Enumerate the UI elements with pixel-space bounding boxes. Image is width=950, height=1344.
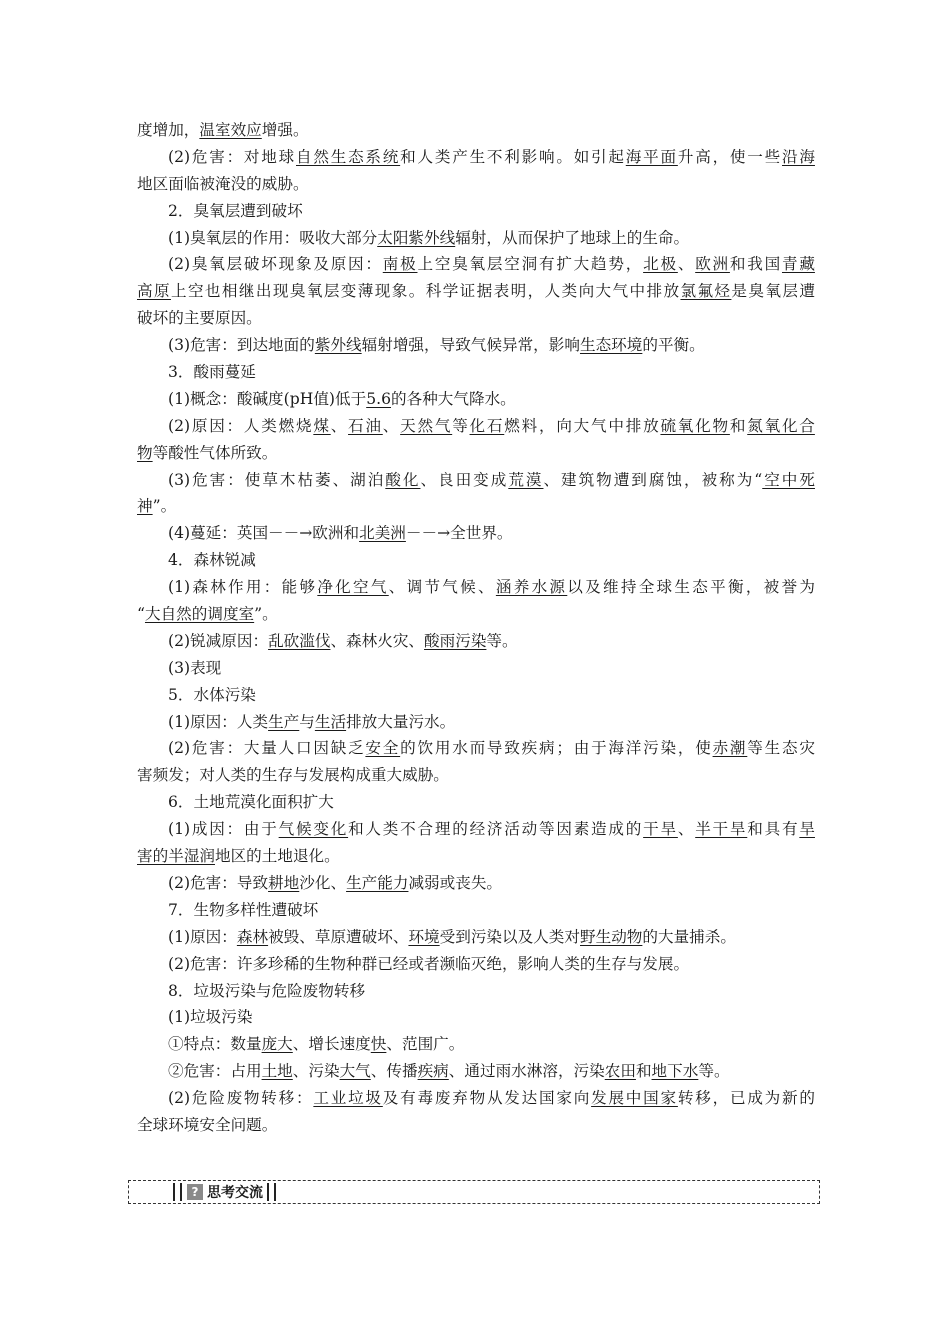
text-segment: (3)危害：到达地面的 bbox=[168, 336, 315, 355]
text-segment: 是臭氧层遭 bbox=[731, 282, 815, 301]
text-line bbox=[137, 762, 815, 789]
text-line bbox=[137, 870, 815, 897]
underlined-answer: 欧洲 bbox=[695, 255, 730, 274]
text-line bbox=[137, 1058, 815, 1085]
text-line bbox=[137, 144, 815, 171]
text-segment: “ bbox=[137, 605, 145, 624]
text-segment: 5．水体污染 bbox=[168, 685, 256, 704]
underlined-answer: 旱 bbox=[799, 820, 815, 839]
underlined-answer: 农田 bbox=[604, 1062, 636, 1081]
underlined-answer: 生产能力 bbox=[346, 873, 409, 892]
text-segment: (2)原因：人类燃烧 bbox=[168, 416, 314, 435]
text-line bbox=[137, 359, 815, 386]
text-segment: 7．生物多样性遭破坏 bbox=[168, 900, 319, 919]
text-line bbox=[137, 709, 815, 736]
underlined-answer: 酸雨污染 bbox=[424, 631, 487, 650]
text-line bbox=[137, 493, 815, 520]
text-segment: 度增加， bbox=[137, 121, 200, 139]
text-segment: (4)蔓延：英国－－→欧洲和 bbox=[168, 524, 360, 543]
underlined-answer: 生态环境 bbox=[579, 336, 643, 355]
text-segment: 破坏的主要原因。 bbox=[137, 309, 262, 328]
text-line bbox=[137, 117, 815, 144]
underlined-answer: 环境 bbox=[408, 927, 440, 946]
underlined-answer: 大自然的调度室 bbox=[144, 605, 255, 624]
text-segment: 和人类产生不利影响。如引起 bbox=[400, 147, 626, 166]
text-line bbox=[137, 467, 815, 494]
text-segment: ①特点：数量 bbox=[168, 1035, 262, 1054]
underlined-answer: 空中死 bbox=[762, 470, 815, 489]
right-bar-decoration bbox=[274, 1183, 276, 1201]
underlined-answer: 天然气 bbox=[400, 416, 453, 435]
left-bar-decoration bbox=[180, 1183, 182, 1201]
text-segment: 等酸性气体所致。 bbox=[152, 443, 278, 462]
text-line bbox=[137, 574, 815, 601]
text-segment: 8．垃圾污染与危险废物转移 bbox=[168, 981, 366, 1000]
text-segment: 的大量捕杀。 bbox=[642, 927, 736, 946]
right-bar-decoration bbox=[267, 1183, 269, 1201]
text-segment: (1)成因：由于 bbox=[168, 820, 279, 839]
text-line bbox=[137, 951, 815, 978]
text-segment: 、增长速度 bbox=[292, 1035, 371, 1054]
left-bar-decoration bbox=[173, 1183, 175, 1201]
underlined-answer: 北极 bbox=[643, 255, 678, 274]
text-line bbox=[137, 978, 815, 1005]
text-line bbox=[137, 628, 815, 655]
text-line bbox=[137, 816, 815, 843]
text-segment: 、 bbox=[677, 255, 696, 274]
underlined-answer: 氮氧化合 bbox=[747, 416, 815, 435]
text-segment: 与 bbox=[299, 712, 315, 731]
underlined-answer: 煤 bbox=[313, 416, 331, 435]
text-segment: 和我国 bbox=[729, 255, 782, 274]
text-line bbox=[137, 278, 815, 305]
text-line bbox=[137, 332, 815, 359]
underlined-answer: 北美洲 bbox=[359, 524, 406, 543]
text-line bbox=[137, 1004, 815, 1031]
underlined-answer: 地下水 bbox=[651, 1062, 699, 1081]
underlined-answer: 干旱 bbox=[643, 820, 678, 839]
text-segment: 等。 bbox=[486, 631, 518, 650]
text-segment: 2．臭氧层遭到破坏 bbox=[168, 201, 303, 220]
underlined-answer: 气候变化 bbox=[278, 820, 349, 839]
underlined-answer: 荒漠 bbox=[508, 470, 544, 489]
text-segment: 和具有 bbox=[747, 820, 800, 839]
underlined-answer: 南极 bbox=[382, 255, 418, 274]
question-mark-icon: ? bbox=[187, 1184, 203, 1200]
underlined-answer: 太阳紫外线 bbox=[377, 228, 456, 247]
text-line bbox=[137, 735, 815, 762]
text-line bbox=[137, 440, 815, 467]
underlined-answer: 酸化 bbox=[385, 470, 421, 489]
underlined-answer: 硫氧化物 bbox=[660, 416, 730, 435]
section-box-thinking-exchange bbox=[128, 1180, 820, 1204]
underlined-answer: 大气 bbox=[339, 1062, 371, 1081]
text-segment: (2)锐减原因： bbox=[168, 631, 269, 650]
text-segment: (2)危害：许多珍稀的生物种群已经或者濒临灭绝，影响人类的生存与发展。 bbox=[168, 954, 690, 973]
text-segment: 等生态灾 bbox=[747, 739, 815, 758]
text-segment: 沙化、 bbox=[299, 873, 347, 892]
section-title: 思考交流 bbox=[207, 1185, 263, 1201]
text-line bbox=[137, 655, 815, 682]
text-segment: 、良田变成 bbox=[420, 470, 509, 489]
text-segment: (3)危害：使草木枯萎、湖泊 bbox=[168, 470, 386, 489]
underlined-answer: 安全 bbox=[365, 739, 401, 758]
text-segment: (1)垃圾污染 bbox=[168, 1008, 253, 1027]
text-segment: (1)臭氧层的作用：吸收大部分 bbox=[168, 228, 378, 247]
underlined-answer: 净化空气 bbox=[317, 578, 389, 597]
underlined-answer: 化石 bbox=[469, 416, 505, 435]
underlined-answer: 工业垃圾 bbox=[313, 1089, 383, 1108]
underlined-answer: 石油 bbox=[348, 416, 383, 435]
underlined-answer: 紫外线 bbox=[314, 336, 362, 355]
text-line bbox=[137, 1112, 815, 1139]
text-line bbox=[137, 547, 815, 574]
text-segment: 减弱或丧失。 bbox=[408, 873, 503, 892]
underlined-answer: 沿海 bbox=[782, 147, 815, 166]
underlined-answer: 5.6 bbox=[366, 389, 391, 408]
text-segment: 、污染 bbox=[292, 1062, 340, 1081]
text-segment: 和 bbox=[729, 416, 748, 435]
underlined-answer: 森林 bbox=[236, 927, 269, 946]
text-segment: 地区面临被淹没的威胁。 bbox=[137, 174, 309, 193]
text-segment: 以及维持全球生态平衡，被誉为 bbox=[567, 578, 815, 597]
text-segment: ②危害：占用 bbox=[168, 1062, 262, 1081]
underlined-answer: 生活 bbox=[314, 712, 347, 731]
text-segment: 燃料，向大气中排放 bbox=[504, 416, 661, 435]
text-segment: 6．土地荒漠化面积扩大 bbox=[168, 793, 334, 812]
text-segment: 3．酸雨蔓延 bbox=[168, 363, 256, 382]
underlined-answer: 涵养水源 bbox=[495, 578, 568, 597]
text-segment: 害频发；对人类的生存与发展构成重大威胁。 bbox=[137, 766, 449, 785]
underlined-answer: 温室效应 bbox=[199, 121, 262, 139]
text-segment: (2)危害：大量人口因缺乏 bbox=[168, 739, 366, 758]
text-segment: 升高，使一些 bbox=[677, 147, 782, 166]
text-segment: 、传播 bbox=[370, 1062, 418, 1081]
text-segment: 、 bbox=[382, 416, 401, 435]
text-segment: 排放大量污水。 bbox=[346, 712, 456, 731]
underlined-answer: 发展中国家 bbox=[591, 1089, 678, 1108]
text-segment: 、森林火灾、 bbox=[330, 631, 425, 650]
underlined-answer: 耕地 bbox=[268, 873, 300, 892]
text-line bbox=[137, 413, 815, 440]
text-segment: 、建筑物遭到腐蚀，被称为“ bbox=[543, 470, 763, 489]
text-line bbox=[137, 897, 815, 924]
text-segment: (2)危害：对地球 bbox=[168, 147, 296, 166]
text-segment: 增强。 bbox=[261, 121, 309, 139]
text-line bbox=[137, 251, 815, 278]
text-segment: 转移，已成为新的 bbox=[677, 1089, 815, 1108]
underlined-answer: 乱砍滥伐 bbox=[268, 631, 331, 650]
underlined-answer: 海平面 bbox=[625, 147, 678, 166]
text-segment: 等 bbox=[452, 416, 470, 435]
text-segment: (1)原因： bbox=[168, 927, 237, 946]
text-segment: 及有毒废弃物从发达国家向 bbox=[382, 1089, 592, 1108]
text-segment: 地区的土地退化。 bbox=[214, 847, 340, 866]
section-box-header bbox=[173, 1183, 277, 1201]
text-segment: 的饮用水而导致疾病；由于海洋污染，使 bbox=[400, 739, 713, 758]
text-segment: 、 bbox=[330, 416, 349, 435]
text-segment: －－→全世界。 bbox=[405, 524, 513, 543]
text-line bbox=[137, 225, 815, 252]
text-segment: 辐射，从而保护了地球上的生命。 bbox=[455, 228, 690, 247]
underlined-answer: 青藏 bbox=[781, 255, 815, 274]
underlined-answer: 庞大 bbox=[261, 1035, 293, 1054]
underlined-answer: 氯氟烃 bbox=[680, 282, 732, 301]
underlined-answer: 半干旱 bbox=[695, 820, 748, 839]
text-segment: (1)原因：人类 bbox=[168, 712, 269, 731]
text-segment: 上空臭氧层空洞有扩大趋势， bbox=[417, 255, 644, 274]
text-segment: (2)臭氧层破坏现象及原因： bbox=[168, 255, 383, 274]
text-segment: 等。 bbox=[698, 1062, 730, 1081]
text-segment: 、调节气候、 bbox=[388, 578, 496, 597]
text-segment: 和人类不合理的经济活动等因素造成的 bbox=[348, 820, 644, 839]
text-segment: 、范围广。 bbox=[386, 1035, 465, 1054]
underlined-answer: 野生动物 bbox=[580, 927, 643, 946]
text-segment: ”。 bbox=[254, 605, 278, 624]
text-line bbox=[137, 305, 815, 332]
text-segment: 4．森林锐减 bbox=[168, 551, 256, 570]
text-line bbox=[137, 682, 815, 709]
text-segment: 和 bbox=[635, 1062, 652, 1081]
text-segment: ”。 bbox=[152, 497, 177, 516]
text-segment: (3)表现 bbox=[168, 658, 222, 677]
text-line bbox=[137, 1085, 815, 1112]
text-segment: (2)危害：导致 bbox=[168, 873, 269, 892]
underlined-answer: 土地 bbox=[261, 1062, 293, 1081]
text-segment: 受到污染以及人类对 bbox=[439, 927, 580, 946]
text-segment: 辐射增强，导致气候异常，影响 bbox=[361, 336, 580, 355]
text-line bbox=[137, 198, 815, 225]
text-line bbox=[137, 843, 815, 870]
underlined-answer: 神 bbox=[137, 497, 153, 516]
underlined-answer: 物 bbox=[137, 443, 153, 462]
text-line bbox=[137, 520, 815, 547]
underlined-answer: 自然生态系统 bbox=[296, 147, 401, 166]
text-line bbox=[137, 386, 815, 413]
text-segment: 被毁、草原遭破坏、 bbox=[268, 927, 409, 946]
text-segment: 、 bbox=[677, 820, 696, 839]
text-line bbox=[137, 1031, 815, 1058]
underlined-answer: 生产 bbox=[268, 712, 300, 731]
underlined-answer: 高原 bbox=[137, 282, 171, 301]
underlined-answer: 疾病 bbox=[417, 1062, 449, 1081]
text-segment: 全球环境安全问题。 bbox=[137, 1115, 278, 1134]
text-segment: (1)森林作用：能够 bbox=[168, 578, 318, 597]
underlined-answer: 快 bbox=[370, 1035, 387, 1054]
document-body bbox=[137, 117, 815, 1139]
text-line bbox=[137, 171, 815, 198]
underlined-answer: 害的半湿润 bbox=[137, 847, 215, 866]
text-segment: 的各种大气降水。 bbox=[391, 389, 516, 408]
text-segment: 、通过雨水淋溶，污染 bbox=[448, 1062, 605, 1081]
text-line bbox=[137, 601, 815, 628]
text-segment: (1)概念：酸碱度(pH值)低于 bbox=[168, 389, 367, 408]
text-segment: 的平衡。 bbox=[642, 336, 705, 355]
text-segment: (2)危险废物转移： bbox=[168, 1089, 314, 1108]
underlined-answer: 赤潮 bbox=[712, 739, 748, 758]
text-segment: 上空也相继出现臭氧层变薄现象。科学证据表明，人类向大气中排放 bbox=[170, 282, 681, 301]
text-line bbox=[137, 789, 815, 816]
text-line bbox=[137, 924, 815, 951]
